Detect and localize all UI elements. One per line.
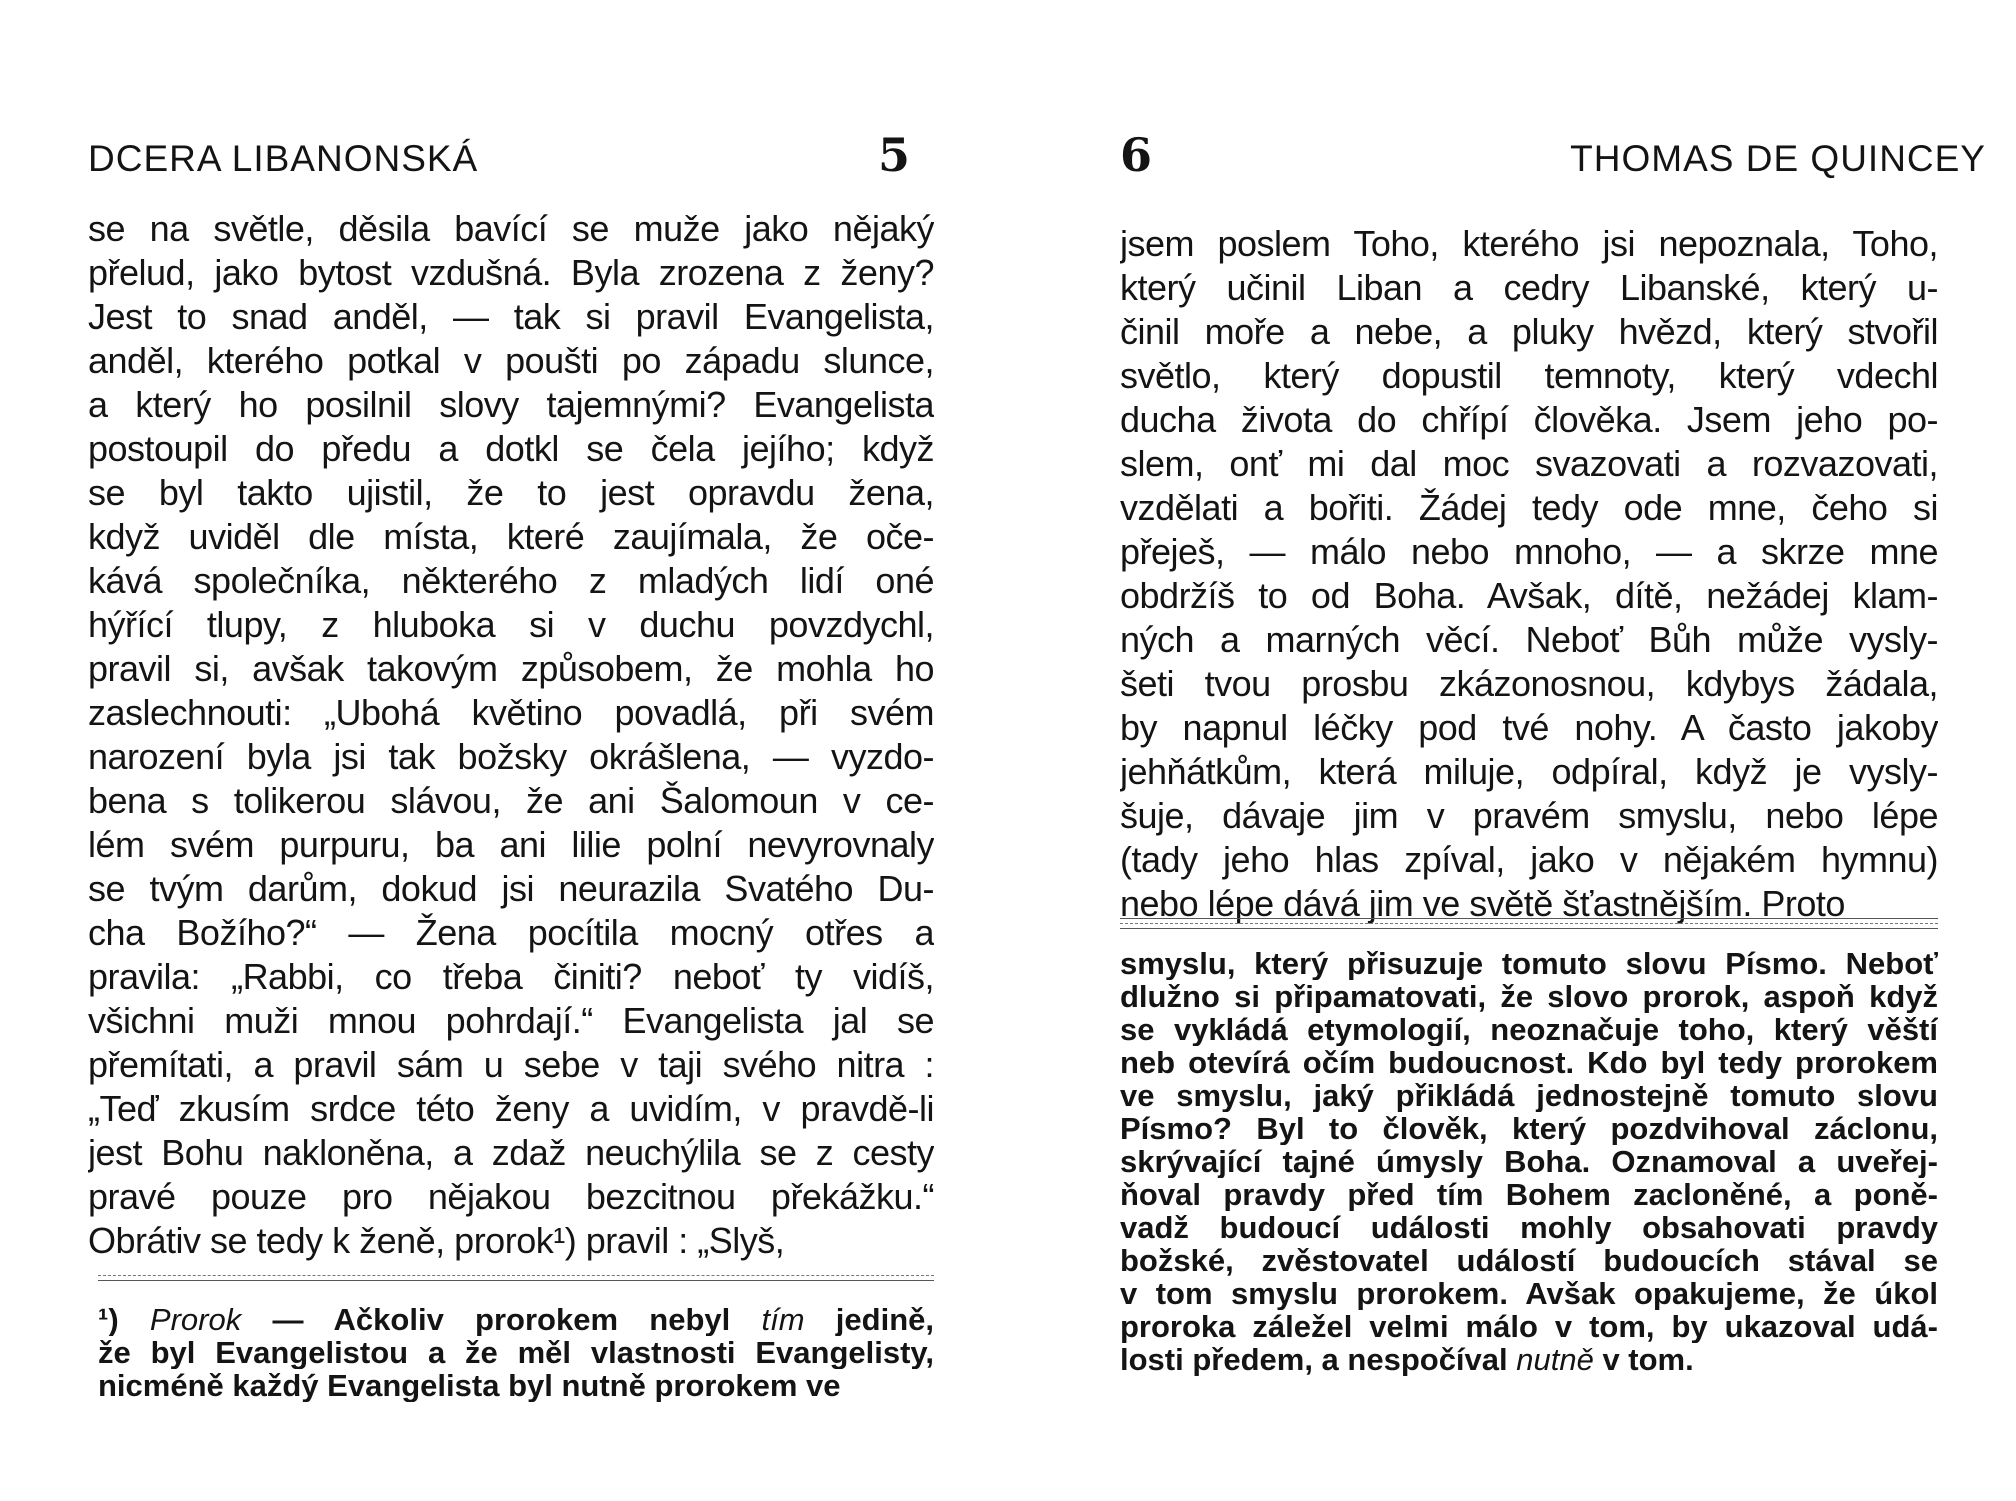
footnote-line: dlužno si připamatovati, že slovo prorok, aspoň když bbox=[1120, 980, 1938, 1013]
footnote-line: nicméně každý Evangelista byl nutně prorokem ve bbox=[98, 1369, 841, 1402]
footnote-line: skrývající tajné úmysly Boha. Oznamoval a uveřej- bbox=[1120, 1145, 1938, 1178]
separator-rule bbox=[98, 1280, 934, 1281]
footnote-term: Prorok bbox=[149, 1303, 242, 1336]
text-line: pravila: „Rabbi, co třeba činiti? neboť ty vidíš, bbox=[88, 956, 934, 997]
text-line: všichni muži mnou pohrdají.“ Evangelista jal se bbox=[88, 1000, 934, 1041]
running-head: DCERA LIBANONSKÁ bbox=[88, 138, 479, 179]
footnote-separator bbox=[98, 1275, 934, 1285]
body-text bbox=[1120, 222, 1938, 926]
text-line: když uviděl dle místa, které zaujímala, že oče- bbox=[88, 516, 934, 557]
text-line: jest Bohu nakloněna, a zdaž neuchýlila se z cesty bbox=[88, 1132, 934, 1173]
text-line: vzdělati a bořiti. Žádej tedy ode mne, čeho si bbox=[1120, 487, 1938, 528]
footnote-line: Písmo? Byl to člověk, který pozdvihoval záclonu, bbox=[1120, 1112, 1938, 1145]
footnote-line: ¹) Prorok — Ačkoliv prorokem nebyl tím jedině, bbox=[98, 1303, 934, 1336]
text-line: přelud, jako bytost vzdušná. Byla zrozena z ženy? bbox=[88, 252, 934, 293]
text-line: který učinil Liban a cedry Libanské, který u- bbox=[1120, 267, 1938, 308]
text-line: kává společníka, některého z mladých lidí oné bbox=[88, 560, 934, 601]
text-line: anděl, kterého potkal v poušti po západu slunce, bbox=[88, 340, 934, 381]
text-line: ducha života do chřípí člověka. Jsem jeho po- bbox=[1120, 399, 1938, 440]
running-head: THOMAS DE QUINCEY bbox=[1570, 138, 1986, 179]
page-number: 5 bbox=[878, 128, 911, 182]
footnote-line: smyslu, který přisuzuje tomuto slovu Písmo. Neboť bbox=[1120, 947, 1938, 980]
text-line: obdržíš to od Boha. Avšak, dítě, nežádej klam- bbox=[1120, 575, 1938, 616]
footnote-line: ňoval pravdy před tím Bohem zacloněné, a poně- bbox=[1120, 1178, 1938, 1211]
text-line: jehňátkům, která miluje, odpíral, když je vysly- bbox=[1120, 751, 1938, 792]
text-line: slem, onť mi dal moc svazovati a rozvazovati, bbox=[1120, 443, 1938, 484]
text-line: bena s tolikerou slávou, že ani Šalomoun v ce- bbox=[88, 780, 934, 821]
separator-rule bbox=[1120, 928, 1938, 929]
footnote-line: neb otevírá očím budoucnost. Kdo byl tedy prorokem bbox=[1120, 1046, 1938, 1079]
text-line: a který ho posilnil slovy tajemnými? Evangelista bbox=[88, 384, 934, 425]
text-line: se tvým darům, dokud jsi neurazila Svatého Du- bbox=[88, 868, 934, 909]
text-line: ných a marných věcí. Neboť Bůh může vysly- bbox=[1120, 619, 1938, 660]
text-line: hýřící tlupy, z hluboka si v duchu povzdychl, bbox=[88, 604, 934, 645]
text-line: činil moře a nebe, a pluky hvězd, který stvořil bbox=[1120, 311, 1938, 352]
text-line: (tady jeho hlas zpíval, jako v nějakém hymnu) bbox=[1120, 839, 1938, 880]
page-number: 6 bbox=[1120, 128, 1153, 182]
separator-rule bbox=[1120, 923, 1938, 924]
text-line: jsem poslem Toho, kterého jsi nepoznala, Toho, bbox=[1120, 223, 1938, 264]
separator-rule bbox=[1120, 918, 1938, 919]
text-line: narození byla jsi tak božsky okrášlena, — vyzdo- bbox=[88, 736, 934, 777]
footnote-emphasis: nutně bbox=[1516, 1343, 1594, 1376]
footnote-emphasis: tím bbox=[761, 1303, 805, 1336]
separator-rule bbox=[98, 1275, 934, 1276]
text-line: cha Božího?“ — Žena pocítila mocný otřes a bbox=[88, 912, 934, 953]
text-line: lém svém purpuru, ba ani lilie polní nevyrovnaly bbox=[88, 824, 934, 865]
text-line: „Teď zkusím srdce této ženy a uvidím, v pravdě-li bbox=[88, 1088, 934, 1129]
right-page bbox=[1008, 0, 2016, 1501]
text-line: světlo, který dopustil temnoty, který vdechl bbox=[1120, 355, 1938, 396]
footnote-line: v tom smyslu prorokem. Avšak opakujeme, že úkol bbox=[1120, 1277, 1938, 1310]
footnote bbox=[98, 1303, 934, 1402]
text-line: nebo lépe dává jim ve světě šťastnějším. Proto bbox=[1120, 883, 1845, 924]
text-line: přeješ, — málo nebo mnoho, — a skrze mne bbox=[1120, 531, 1938, 572]
text-line: Jest to snad anděl, — tak si pravil Evangelista, bbox=[88, 296, 934, 337]
footnote-line: losti předem, a nespočíval nutně v tom. bbox=[1120, 1343, 1694, 1376]
footnote-marker: ¹) bbox=[98, 1303, 119, 1336]
text-line: zaslechnouti: „Ubohá květino povadlá, při svém bbox=[88, 692, 934, 733]
text-line: Obrátiv se tedy k ženě, prorok¹) pravil : „Slyš, bbox=[88, 1220, 785, 1261]
text-line: pravil si, avšak takovým způsobem, že mohla ho bbox=[88, 648, 934, 689]
footnote-line: proroka záležel velmi málo v tom, by ukazoval udá- bbox=[1120, 1310, 1938, 1343]
text-line: postoupil do předu a dotkl se čela jejího; když bbox=[88, 428, 934, 469]
footnote-line: vadž budoucí události mohly obsahovati pravdy bbox=[1120, 1211, 1938, 1244]
text-line: by napnul léčky pod tvé nohy. A často jakoby bbox=[1120, 707, 1938, 748]
footnote-line: se vykládá etymologií, neoznačuje toho, který věští bbox=[1120, 1013, 1938, 1046]
footnote-line: že byl Evangelistou a že měl vlastnosti Evangelisty, bbox=[98, 1336, 934, 1369]
footnote bbox=[1120, 947, 1938, 1376]
footnote-line: ve smyslu, jaký přikládá jednostejně tomuto slovu bbox=[1120, 1079, 1938, 1112]
footnote-line: božské, zvěstovatel událostí budoucích stával se bbox=[1120, 1244, 1938, 1277]
text-line: pravé pouze pro nějakou bezcitnou překážku.“ bbox=[88, 1176, 934, 1217]
text-line: se na světle, děsila bavící se muže jako nějaký bbox=[88, 208, 934, 249]
text-line: šeti tvou prosbu zkázonosnou, kdybys žádala, bbox=[1120, 663, 1938, 704]
text-line: se byl takto ujistil, že to jest opravdu žena, bbox=[88, 472, 934, 513]
text-line: šuje, dávaje jim v pravém smyslu, nebo lépe bbox=[1120, 795, 1938, 836]
text-line: přemítati, a pravil sám u sebe v taji svého nitra : bbox=[88, 1044, 934, 1085]
body-text bbox=[88, 207, 934, 1263]
footnote-separator bbox=[1120, 918, 1938, 933]
